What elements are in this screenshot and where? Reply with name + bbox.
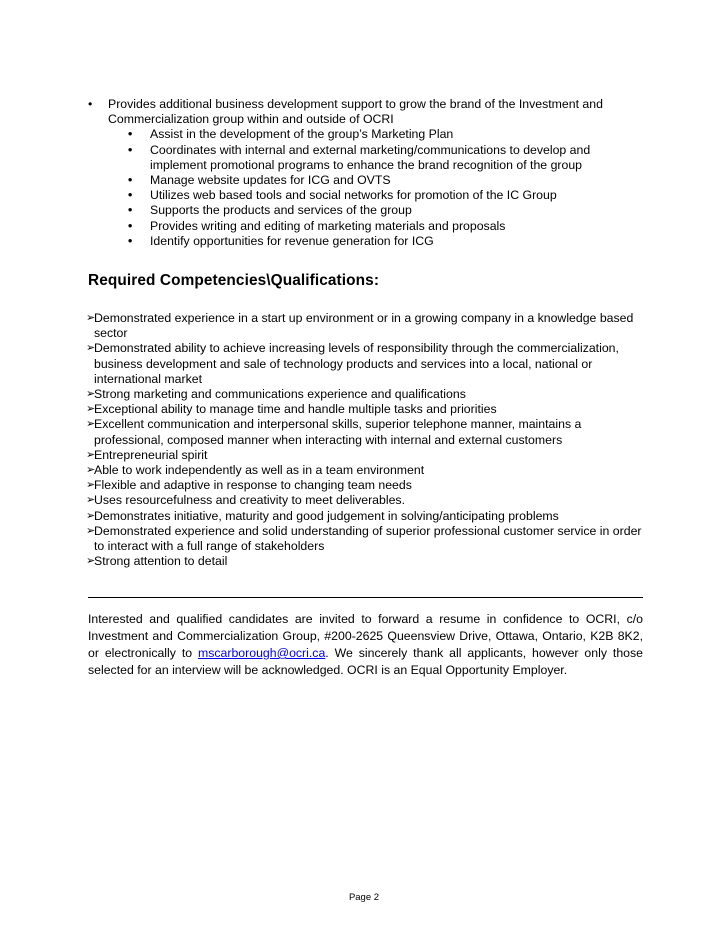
bullet-icon: •: [128, 142, 133, 157]
sub-bullet-text: Manage website updates for ICG and OVTS: [150, 173, 391, 188]
qualification-text: Demonstrated experience and solid understanding of superior professional customer service in order to interact with a full range of stakeholders: [94, 523, 642, 554]
arrow-bullet-icon: ➢: [86, 509, 96, 522]
closing-text-end: . We sincerely thank all applicants, however only those selected for an interview will be acknowledged. OCRI is an Equal Opportunity Employer.: [88, 646, 643, 677]
list-item: [86, 554, 646, 569]
sub-bullet-text: Identify opportunities for revenue generation for ICG: [150, 233, 434, 248]
sub-bullet-text: Provides writing and editing of marketing materials and proposals: [150, 218, 506, 233]
list-item: [86, 478, 646, 493]
list-item: [86, 448, 646, 463]
main-bullet-item: [88, 97, 648, 127]
arrow-bullet-icon: ➢: [86, 555, 96, 568]
list-item: [86, 493, 646, 508]
list-item: [86, 463, 646, 478]
bullet-icon: •: [128, 127, 133, 142]
sub-bullet-text: Utilizes web based tools and social networks for promotion of the IC Group: [150, 188, 557, 203]
list-item: [128, 219, 648, 234]
qualification-text: Strong attention to detail: [94, 554, 228, 569]
main-bullet-text: Provides additional business development support to grow the brand of the Investment and Commercialization group within and outside of OCRI: [108, 97, 603, 127]
arrow-bullet-icon: ➢: [86, 464, 96, 477]
closing-text-start: Interested and qualified candidates are invited to forward a resume in confidence to OCRI, c/o Investment and Commercialization Group, #200-2625 Queensview Drive, Ottawa, Ontario, K2B 8K2, or electronically to: [88, 612, 643, 660]
qualification-text: Demonstrated experience in a start up environment or in a growing company in a knowledge based sector: [94, 311, 634, 341]
page-number: Page 2: [348, 892, 380, 903]
list-item: [86, 524, 646, 554]
bullet-icon: •: [88, 97, 93, 111]
list-item: [86, 417, 646, 447]
list-item: [128, 127, 648, 142]
qualification-text: Strong marketing and communications experience and qualifications: [94, 387, 466, 402]
arrow-bullet-icon: ➢: [86, 479, 96, 492]
list-item: [128, 203, 648, 218]
closing-paragraph: [88, 611, 643, 679]
list-item: [86, 341, 646, 387]
arrow-bullet-icon: ➢: [86, 524, 96, 537]
qualifications-list: [86, 311, 646, 569]
arrow-bullet-icon: ➢: [86, 388, 96, 401]
bullet-icon: •: [128, 173, 133, 188]
section-heading: Required Competencies\Qualifications:: [88, 272, 380, 289]
responsibilities-list: [88, 97, 648, 249]
sub-bullet-text: Assist in the development of the group’s Marketing Plan: [150, 127, 454, 142]
list-item: [128, 234, 648, 249]
bullet-icon: •: [128, 203, 133, 218]
qualification-text: Exceptional ability to manage time and handle multiple tasks and priorities: [94, 402, 497, 417]
qualification-text: Entrepreneurial spirit: [94, 447, 208, 462]
arrow-bullet-icon: ➢: [86, 448, 96, 461]
list-item: [86, 402, 646, 417]
list-item: [128, 143, 648, 173]
sub-bullet-text: Supports the products and services of the group: [150, 203, 412, 218]
list-item: [86, 509, 646, 524]
horizontal-divider: [88, 597, 643, 598]
arrow-bullet-icon: ➢: [86, 418, 96, 431]
list-item: [128, 173, 648, 188]
email-link[interactable]: mscarborough@ocri.ca: [197, 646, 326, 660]
bullet-icon: •: [128, 218, 133, 233]
arrow-bullet-icon: ➢: [86, 403, 96, 416]
qualification-text: Demonstrated ability to achieve increasing levels of responsibility through the commercialization, business development and sale of technology products and services into a local, national or international market: [94, 341, 619, 386]
sub-bullet-text: Coordinates with internal and external marketing/communications to develop and implement promotional programs to enhance the brand recognition of the group: [150, 142, 591, 172]
list-item: [86, 387, 646, 402]
qualification-text: Uses resourcefulness and creativity to meet deliverables.: [94, 493, 405, 508]
list-item: [128, 188, 648, 203]
qualification-text: Demonstrates initiative, maturity and good judgement in solving/anticipating problems: [94, 508, 559, 523]
arrow-bullet-icon: ➢: [86, 342, 96, 355]
arrow-bullet-icon: ➢: [86, 494, 96, 507]
qualification-text: Able to work independently as well as in a team environment: [94, 463, 425, 478]
bullet-icon: •: [128, 188, 133, 203]
sub-bullet-list: [128, 127, 648, 249]
bullet-icon: •: [128, 233, 133, 248]
qualification-text: Flexible and adaptive in response to changing team needs: [94, 478, 412, 493]
list-item: [86, 311, 646, 341]
qualification-text: Excellent communication and interpersonal skills, superior telephone manner, maintains a professional, composed manner when interacting with internal and external customers: [94, 417, 582, 447]
arrow-bullet-icon: ➢: [86, 312, 96, 324]
